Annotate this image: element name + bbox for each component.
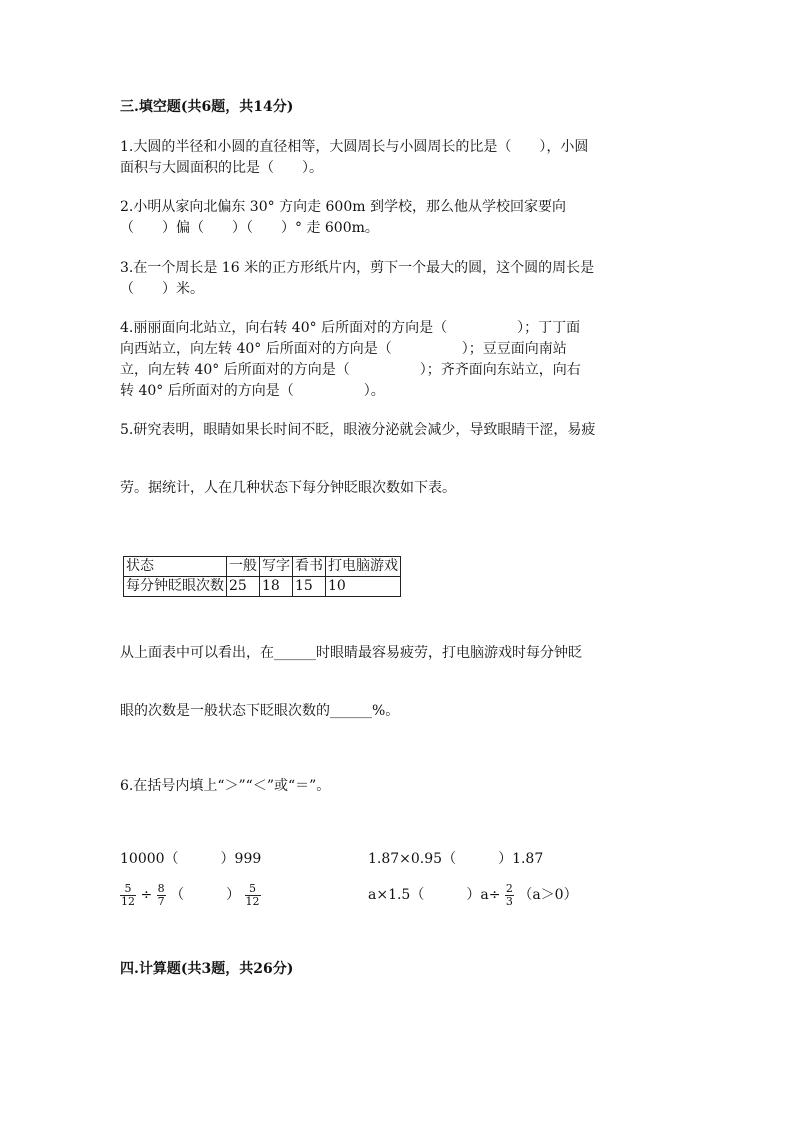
q4-line1: 4.丽丽面向北站立，向右转 40° 后所面对的方向是（ ）；丁丁面 [120, 320, 581, 336]
table-cell: 18 [260, 577, 293, 597]
q3-line2: （ ）米。 [120, 281, 204, 297]
fraction-denominator: 7 [157, 894, 165, 908]
fraction [120, 883, 136, 908]
table-header-row [124, 557, 401, 577]
table-header-cell: 写字 [260, 557, 293, 577]
fraction-denominator: 3 [505, 894, 513, 908]
q1-line2: 面积与大圆面积的比是（ ）。 [120, 160, 323, 176]
fraction-denominator: 12 [245, 894, 260, 908]
blink-table [123, 556, 401, 597]
divide-sign: ÷ [140, 887, 153, 903]
q4-line2: 向西站立，向左转 40° 后所面对的方向是（ ）；豆豆面向南站 [120, 341, 567, 357]
fraction [245, 883, 261, 908]
q5-line4: 眼的次数是一般状态下眨眼次数的______%。 [120, 703, 400, 719]
expression-left: a×1.5（ ）a÷ [368, 887, 501, 903]
table-cell: 25 [227, 577, 260, 597]
section3-title: 三.填空题(共6题，共14分) [120, 99, 294, 115]
answer-blank: （ ） [170, 887, 241, 903]
fraction-numerator: 5 [249, 881, 257, 895]
q5-line2: 劳。据统计，人在几种状态下每分钟眨眼次数如下表。 [120, 480, 456, 496]
q4-line4: 转 40° 后所面对的方向是（ ）。 [120, 383, 385, 399]
q6-item3 [120, 880, 261, 910]
table-row [124, 577, 401, 597]
q3-line1: 3.在一个周长是 16 米的正方形纸片内，剪下一个最大的圆，这个圆的周长是 [120, 260, 595, 276]
fraction-numerator: 2 [505, 881, 513, 895]
q6-line1: 6.在括号内填上“＞”“＜”或“＝”。 [120, 778, 331, 794]
section4-title: 四.计算题(共3题，共26分) [120, 961, 294, 977]
table-cell: 10 [326, 577, 401, 597]
q4-line3: 立，向左转 40° 后所面对的方向是（ ）；齐齐面向东站立，向右 [120, 362, 581, 378]
q6-item4 [368, 880, 578, 910]
fraction-numerator: 8 [157, 881, 165, 895]
table-header-cell: 看书 [293, 557, 326, 577]
table-cell: 每分钟眨眼次数 [124, 577, 227, 597]
q5-line1: 5.研究表明，眼睛如果长时间不眨，眼液分泌就会减少，导致眼睛干涩，易疲 [120, 422, 596, 438]
condition-text: （a＞0） [518, 887, 578, 903]
q2-line1: 2.小明从家向北偏东 30° 方向走 600m 到学校，那么他从学校回家要向 [120, 199, 566, 215]
table-header-cell: 状态 [124, 557, 227, 577]
q6-item1: 10000（ ）999 [120, 851, 262, 867]
fraction-numerator: 5 [124, 881, 132, 895]
fraction-denominator: 12 [121, 894, 135, 908]
q5-line3: 从上面表中可以看出，在______时眼睛最容易疲劳，打电脑游戏时每分钟眨 [120, 645, 582, 661]
q2-line2: （ ）偏（ ）（ ）° 走 600m。 [120, 220, 379, 236]
table-cell: 15 [293, 577, 326, 597]
fraction [157, 883, 166, 908]
q6-item2: 1.87×0.95（ ）1.87 [368, 851, 544, 867]
table-header-cell: 一般 [227, 557, 260, 577]
fraction [505, 883, 514, 908]
table-header-cell: 打电脑游戏 [326, 557, 401, 577]
q1-line1: 1.大圆的半径和小圆的直径相等，大圆周长与小圆周长的比是（ ），小圆 [120, 139, 589, 155]
